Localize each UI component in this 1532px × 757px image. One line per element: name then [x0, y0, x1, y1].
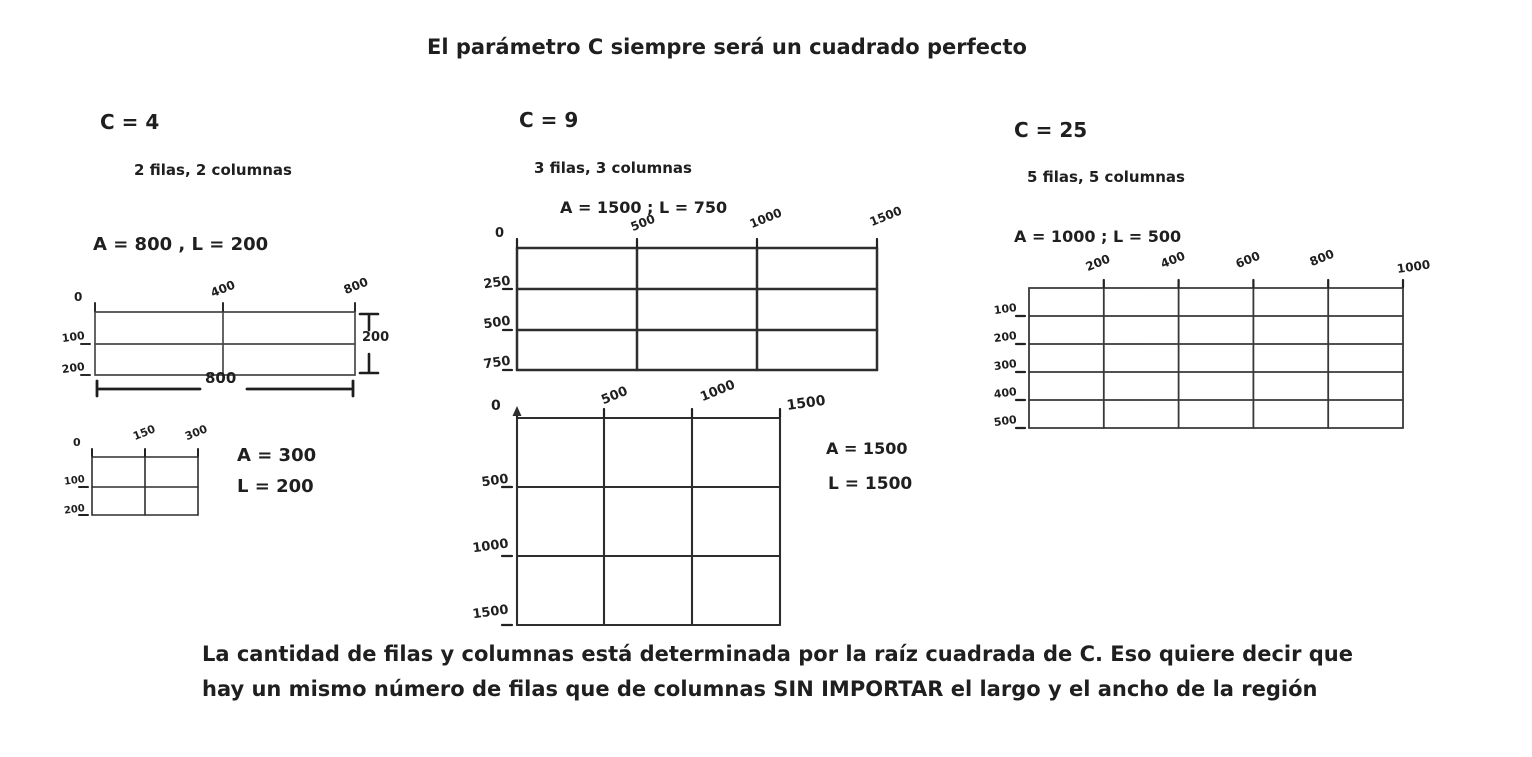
tick-label-y: 200 [993, 329, 1018, 346]
section-c4-label: C = 4 [100, 110, 160, 134]
grid-c9-wide-lines [517, 248, 877, 370]
tick-label-x: 400 [208, 277, 238, 301]
tick-label-x: 400 [1158, 248, 1188, 272]
tick-label-x: 1000 [698, 377, 738, 406]
grid-c4-small-lines [92, 457, 198, 515]
tick-label-y: 300 [993, 357, 1018, 374]
tick-label-x: 200 [1083, 251, 1113, 275]
tick-label-x: 150 [131, 422, 158, 444]
tick-label-x: 0 [495, 226, 505, 241]
tick-label-x: 500 [628, 211, 658, 235]
section-c9-label: C = 9 [519, 108, 579, 132]
grid-c25-params: A = 1000 ; L = 500 [1014, 227, 1182, 246]
section-c25-dims: 5 filas, 5 columnas [1027, 168, 1185, 186]
tick-label-x: 0 [74, 290, 83, 304]
tick-label-x: 0 [73, 436, 81, 449]
tick-label-x: 1500 [867, 203, 904, 230]
tick-label-y: 100 [61, 329, 86, 346]
tick-label-y: 400 [993, 385, 1018, 402]
tick-label-y: 1000 [471, 536, 510, 557]
grid-c9-square-ticks [502, 409, 780, 625]
tick-label-y: 250 [482, 273, 512, 293]
tick-label-x: 600 [1233, 248, 1263, 272]
tick-label-y: 100 [63, 473, 86, 488]
tick-label-x: 800 [1307, 246, 1337, 270]
grid-c4-small-ticks [79, 449, 198, 515]
page-title: El parámetro C siempre será un cuadrado perfecto [427, 35, 1027, 59]
tick-label-x: 800 [341, 274, 371, 298]
tick-label-y: 1500 [471, 602, 510, 623]
tick-label-x: 1000 [1396, 257, 1432, 277]
measure-label-width: 800 [205, 369, 237, 387]
grid-c9-square-lines [517, 418, 780, 625]
tick-label-y: 100 [993, 301, 1018, 318]
section-c25-label: C = 25 [1014, 118, 1088, 142]
grid-c4-small-params-l: L = 200 [237, 476, 314, 497]
tick-label-y: 500 [993, 413, 1018, 430]
footer-line-1: La cantidad de filas y columnas está determinada por la raíz cuadrada de C. Eso quiere decir que [202, 642, 1354, 666]
grid-c4-main-lines [95, 312, 355, 375]
measure-label-height: 200 [362, 330, 390, 345]
grid-c9-wide-ticks [503, 239, 877, 370]
grid-c4-main-params: A = 800 , L = 200 [93, 234, 269, 255]
tick-label-y: 750 [482, 353, 512, 373]
tick-label-x: 300 [183, 422, 210, 444]
grid-c4-small-params-a: A = 300 [237, 445, 317, 466]
tick-label-x: 0 [491, 398, 501, 414]
section-c9-dims: 3 filas, 3 columnas [534, 159, 692, 177]
tick-label-y: 500 [482, 313, 512, 333]
grid-c9-square-params-l: L = 1500 [828, 474, 913, 494]
tick-label-y: 500 [480, 471, 510, 491]
grid-c25-lines [1029, 288, 1403, 428]
tick-label-x: 500 [599, 383, 631, 409]
tick-label-x: 1000 [747, 205, 784, 232]
grid-c4-main-ticks [81, 303, 355, 375]
grid-c9-square-params-a: A = 1500 [826, 439, 908, 458]
footer-line-2: hay un mismo número de filas que de columnas SIN IMPORTAR el largo y el ancho de la región [202, 677, 1318, 701]
section-c4-dims: 2 filas, 2 columnas [134, 161, 292, 179]
grid-c25-ticks [1016, 280, 1403, 428]
tick-label-x: 1500 [785, 392, 827, 415]
tick-label-y: 200 [61, 360, 86, 377]
axis-arrowhead [513, 406, 522, 416]
tick-label-y: 200 [63, 502, 86, 517]
grid-c9-wide-params: A = 1500 ; L = 750 [560, 198, 728, 217]
